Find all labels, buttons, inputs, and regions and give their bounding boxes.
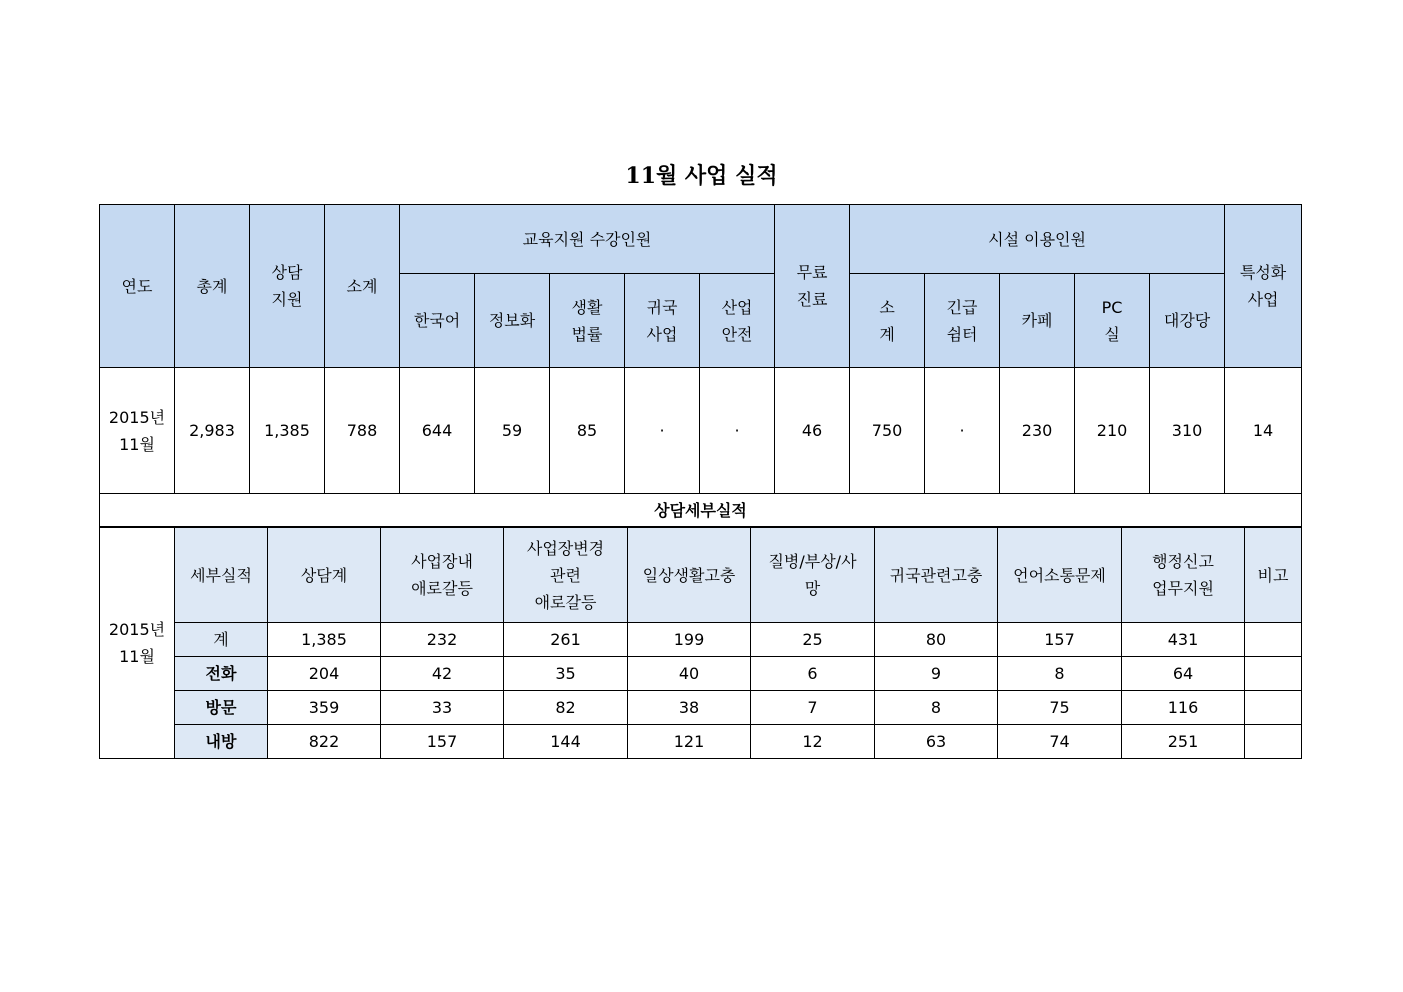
cell: 199 bbox=[628, 623, 751, 657]
cell: 121 bbox=[628, 725, 751, 759]
cell: 8 bbox=[875, 691, 998, 725]
cell: 261 bbox=[504, 623, 628, 657]
cell: 359 bbox=[268, 691, 381, 725]
detail-year: 2015년 11월 bbox=[100, 528, 175, 759]
value-total: 2,983 bbox=[175, 368, 250, 494]
value-facility-subtotal: 750 bbox=[850, 368, 925, 494]
detail-header-return: 귀국관련고충 bbox=[875, 528, 998, 623]
header-auditorium: 대강당 bbox=[1150, 274, 1225, 368]
value-special: 14 bbox=[1225, 368, 1302, 494]
cell: 1,385 bbox=[268, 623, 381, 657]
row-label: 전화 bbox=[175, 657, 268, 691]
cell: 33 bbox=[381, 691, 504, 725]
header-life-law: 생활 법률 bbox=[550, 274, 625, 368]
header-shelter: 긴급 쉼터 bbox=[925, 274, 1000, 368]
cell: 7 bbox=[751, 691, 875, 725]
value-cafe: 230 bbox=[1000, 368, 1075, 494]
cell: 12 bbox=[751, 725, 875, 759]
row-label: 계 bbox=[175, 623, 268, 657]
cell: 80 bbox=[875, 623, 998, 657]
header-pc-room: PC 실 bbox=[1075, 274, 1150, 368]
detail-header-total: 상담계 bbox=[268, 528, 381, 623]
detail-header-daily-life: 일상생활고충 bbox=[628, 528, 751, 623]
header-year: 연도 bbox=[100, 205, 175, 368]
cell bbox=[1245, 623, 1302, 657]
cell: 40 bbox=[628, 657, 751, 691]
cell: 9 bbox=[875, 657, 998, 691]
cell: 35 bbox=[504, 657, 628, 691]
value-free-medical: 46 bbox=[775, 368, 850, 494]
header-counseling: 상담 지원 bbox=[250, 205, 325, 368]
cell: 25 bbox=[751, 623, 875, 657]
cell: 75 bbox=[998, 691, 1122, 725]
cell bbox=[1245, 657, 1302, 691]
header-facility-subtotal: 소 계 bbox=[850, 274, 925, 368]
cell: 82 bbox=[504, 691, 628, 725]
detail-header-workplace-change: 사업장변경 관련 애로갈등 bbox=[504, 528, 628, 623]
table-row bbox=[100, 368, 1302, 494]
cell: 8 bbox=[998, 657, 1122, 691]
row-label: 내방 bbox=[175, 725, 268, 759]
header-free-medical: 무료 진료 bbox=[775, 205, 850, 368]
value-counseling: 1,385 bbox=[250, 368, 325, 494]
cell: 116 bbox=[1122, 691, 1245, 725]
value-industrial-safety: · bbox=[700, 368, 775, 494]
cell: 157 bbox=[998, 623, 1122, 657]
cell: 63 bbox=[875, 725, 998, 759]
page-title: 11월 사업 실적 bbox=[625, 163, 778, 189]
detail-header-workplace-conflict: 사업장내 애로갈등 bbox=[381, 528, 504, 623]
value-it: 59 bbox=[475, 368, 550, 494]
header-it: 정보화 bbox=[475, 274, 550, 368]
performance-table bbox=[99, 204, 1302, 527]
detail-header-remarks: 비고 bbox=[1245, 528, 1302, 623]
header-facility-group: 시설 이용인원 bbox=[850, 205, 1225, 274]
cell: 204 bbox=[268, 657, 381, 691]
value-life-law: 85 bbox=[550, 368, 625, 494]
value-shelter: · bbox=[925, 368, 1000, 494]
cell: 64 bbox=[1122, 657, 1245, 691]
cell: 144 bbox=[504, 725, 628, 759]
cell bbox=[1245, 725, 1302, 759]
header-total: 총계 bbox=[175, 205, 250, 368]
header-subtotal: 소계 bbox=[325, 205, 400, 368]
value-return: · bbox=[625, 368, 700, 494]
section-title: 상담세부실적 bbox=[100, 494, 1302, 527]
table-row bbox=[100, 691, 1302, 725]
row-year: 2015년 11월 bbox=[100, 368, 175, 494]
cell bbox=[1245, 691, 1302, 725]
counseling-detail-table bbox=[99, 527, 1302, 759]
cell: 232 bbox=[381, 623, 504, 657]
header-korean: 한국어 bbox=[400, 274, 475, 368]
row-label: 방문 bbox=[175, 691, 268, 725]
table-row bbox=[100, 623, 1302, 657]
table-row bbox=[100, 725, 1302, 759]
cell: 251 bbox=[1122, 725, 1245, 759]
detail-header-admin: 행정신고 업무지원 bbox=[1122, 528, 1245, 623]
cell: 6 bbox=[751, 657, 875, 691]
header-education-group: 교육지원 수강인원 bbox=[400, 205, 775, 274]
header-return: 귀국 사업 bbox=[625, 274, 700, 368]
detail-header-category: 세부실적 bbox=[175, 528, 268, 623]
cell: 38 bbox=[628, 691, 751, 725]
cell: 157 bbox=[381, 725, 504, 759]
cell: 431 bbox=[1122, 623, 1245, 657]
value-pc-room: 210 bbox=[1075, 368, 1150, 494]
value-auditorium: 310 bbox=[1150, 368, 1225, 494]
table-row bbox=[100, 657, 1302, 691]
cell: 74 bbox=[998, 725, 1122, 759]
header-cafe: 카페 bbox=[1000, 274, 1075, 368]
cell: 42 bbox=[381, 657, 504, 691]
detail-header-illness: 질병/부상/사 망 bbox=[751, 528, 875, 623]
header-special: 특성화 사업 bbox=[1225, 205, 1302, 368]
detail-header-language: 언어소통문제 bbox=[998, 528, 1122, 623]
value-subtotal: 788 bbox=[325, 368, 400, 494]
header-industrial-safety: 산업 안전 bbox=[700, 274, 775, 368]
value-korean: 644 bbox=[400, 368, 475, 494]
cell: 822 bbox=[268, 725, 381, 759]
